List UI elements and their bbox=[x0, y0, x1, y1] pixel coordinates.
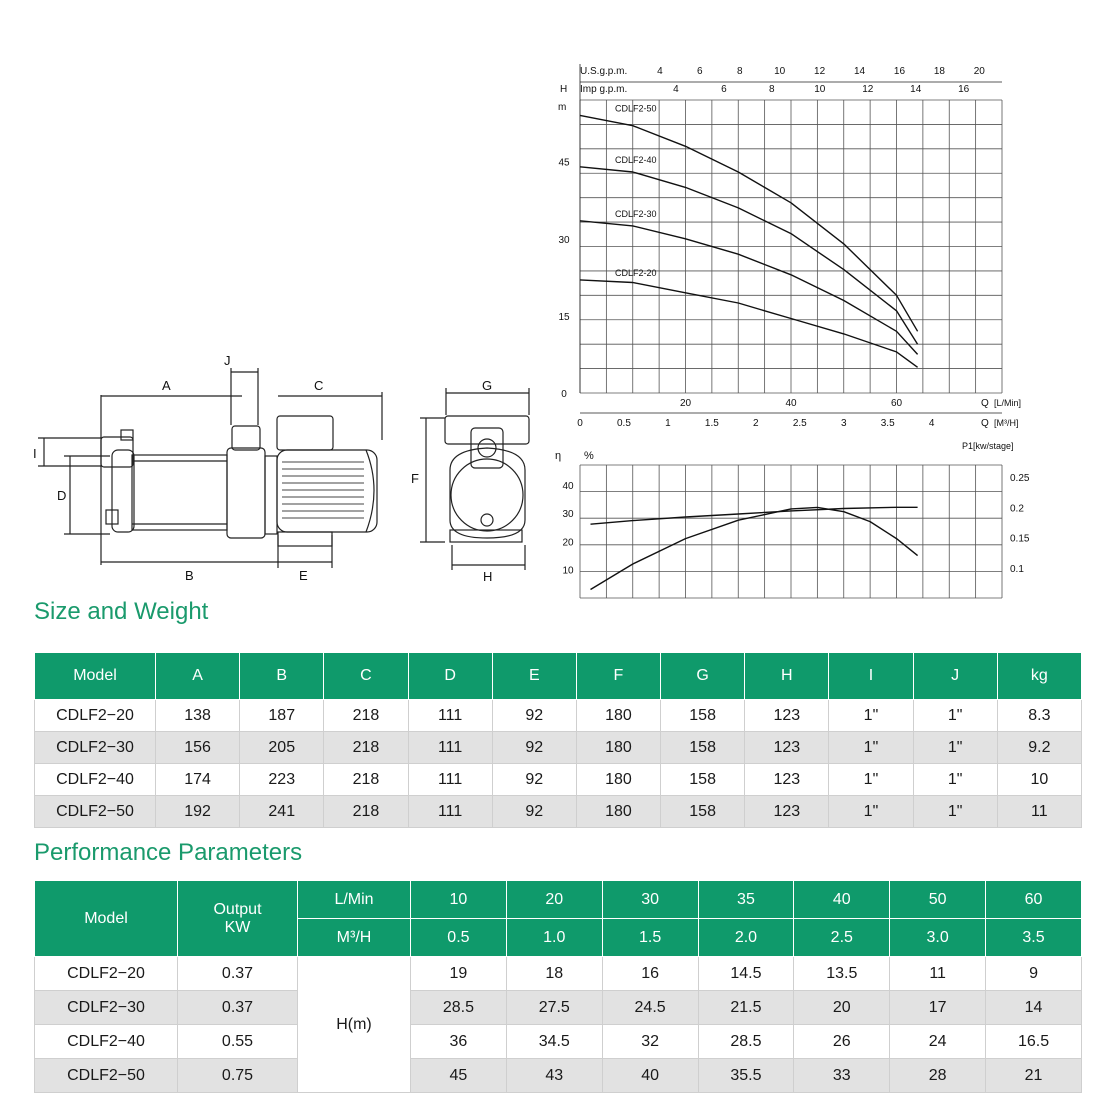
size-cell: 111 bbox=[408, 732, 492, 764]
table-row bbox=[35, 1059, 1082, 1093]
power-y-tick: 0.2 bbox=[1010, 503, 1024, 515]
size-cell: 1" bbox=[913, 764, 997, 796]
perf-kw-cell: 0.37 bbox=[178, 957, 298, 991]
perf-head-value-cell: 34.5 bbox=[506, 1025, 602, 1059]
size-cell: 123 bbox=[745, 796, 829, 828]
head-x-m3h-tick: 2 bbox=[753, 418, 759, 429]
size-cell: 218 bbox=[324, 764, 408, 796]
perf-head-value-cell: 14 bbox=[986, 991, 1082, 1025]
x-lmin-label: Q bbox=[981, 398, 989, 409]
dim-label-i: I bbox=[33, 446, 37, 461]
perf-header-lmin-value: 10 bbox=[411, 881, 507, 919]
eta-y-tick: 30 bbox=[562, 509, 574, 521]
x-m3h-unit: [M³/H] bbox=[994, 418, 1019, 428]
size-header-cell: Model bbox=[35, 653, 156, 700]
size-cell: 92 bbox=[492, 700, 576, 732]
size-cell: 92 bbox=[492, 764, 576, 796]
perf-head-value-cell: 19 bbox=[411, 957, 507, 991]
perf-model-cell: CDLF2−40 bbox=[35, 1025, 178, 1059]
perf-head-value-cell: 14.5 bbox=[698, 957, 794, 991]
perf-header-lmin-value: 60 bbox=[986, 881, 1082, 919]
pump-front-drawing bbox=[20, 340, 400, 590]
x-lmin-unit: [L/Min] bbox=[994, 398, 1022, 408]
efficiency-power-chart bbox=[550, 435, 1050, 610]
impgpm-tick: 10 bbox=[814, 84, 826, 95]
perf-head-value-cell: 24.5 bbox=[602, 991, 698, 1025]
perf-header-output-line2: KW bbox=[224, 918, 251, 936]
perf-header-lmin-value: 50 bbox=[890, 881, 986, 919]
usgpm-tick: 14 bbox=[853, 66, 866, 77]
head-curve-label: CDLF2-30 bbox=[615, 208, 657, 219]
perf-header-m3h-value: 1.0 bbox=[506, 919, 602, 957]
size-weight-title: Size and Weight bbox=[34, 598, 209, 625]
head-curve-label: CDLF2-50 bbox=[615, 103, 657, 114]
perf-head-value-cell: 33 bbox=[794, 1059, 890, 1093]
perf-header-m3h: M³/H bbox=[298, 919, 411, 957]
perf-header-m3h-value: 1.5 bbox=[602, 919, 698, 957]
impgpm-tick: 8 bbox=[769, 84, 775, 95]
head-curve bbox=[580, 167, 918, 344]
perf-head-value-cell: 28 bbox=[890, 1059, 986, 1093]
size-cell: 92 bbox=[492, 796, 576, 828]
size-cell: CDLF2−30 bbox=[35, 732, 156, 764]
perf-head-value-cell: 36 bbox=[411, 1025, 507, 1059]
usgpm-tick: 6 bbox=[697, 66, 703, 77]
size-cell: 138 bbox=[156, 700, 240, 732]
perf-head-value-cell: 13.5 bbox=[794, 957, 890, 991]
perf-header-lmin-value: 30 bbox=[602, 881, 698, 919]
perf-kw-cell: 0.55 bbox=[178, 1025, 298, 1059]
perf-header-lmin-value: 40 bbox=[794, 881, 890, 919]
perf-head-value-cell: 18 bbox=[506, 957, 602, 991]
dim-label-f: F bbox=[411, 471, 419, 486]
eta-y-tick: 10 bbox=[562, 565, 574, 577]
perf-header-m3h-value: 3.0 bbox=[890, 919, 986, 957]
dim-label-h: H bbox=[483, 569, 493, 584]
perf-head-value-cell: 26 bbox=[794, 1025, 890, 1059]
usgpm-tick: 10 bbox=[774, 66, 786, 77]
table-row bbox=[35, 957, 1082, 991]
head-curve-chart bbox=[550, 60, 1050, 435]
size-header-cell: A bbox=[156, 653, 240, 700]
dim-label-b: B bbox=[185, 568, 194, 583]
usgpm-label: U.S.g.p.m. bbox=[580, 66, 628, 77]
eta-axis-unit: % bbox=[584, 450, 594, 462]
table-row bbox=[35, 764, 1082, 796]
head-curve bbox=[580, 280, 918, 367]
dim-label-c: C bbox=[314, 378, 324, 393]
head-y-tick: 0 bbox=[561, 389, 567, 400]
perf-kw-cell: 0.75 bbox=[178, 1059, 298, 1093]
perf-header-m3h-value: 0.5 bbox=[411, 919, 507, 957]
eff-grid bbox=[580, 465, 1002, 598]
size-cell: 1" bbox=[913, 796, 997, 828]
power-axis-label: P1[kw/stage] bbox=[962, 441, 1014, 451]
impgpm-tick: 6 bbox=[721, 84, 727, 95]
size-cell: 1" bbox=[829, 700, 913, 732]
head-x-m3h-tick: 0.5 bbox=[617, 418, 631, 429]
dim-label-d: D bbox=[57, 488, 67, 503]
head-grid bbox=[580, 64, 1002, 413]
head-x-lmin-tick: 40 bbox=[785, 398, 797, 409]
eta-axis-label: η bbox=[555, 450, 562, 462]
size-cell: 218 bbox=[324, 700, 408, 732]
size-cell: 111 bbox=[408, 764, 492, 796]
perf-head-value-cell: 21.5 bbox=[698, 991, 794, 1025]
size-cell: 205 bbox=[240, 732, 324, 764]
head-x-m3h-tick: 4 bbox=[928, 418, 935, 429]
table-row bbox=[35, 991, 1082, 1025]
size-cell: 8.3 bbox=[997, 700, 1081, 732]
head-x-m3h-tick: 3.5 bbox=[880, 418, 895, 429]
perf-header-m3h-value: 2.0 bbox=[698, 919, 794, 957]
performance-table bbox=[34, 880, 1082, 1093]
head-x-m3h-tick: 1.5 bbox=[704, 418, 719, 429]
size-cell: 111 bbox=[408, 700, 492, 732]
perf-head-value-cell: 35.5 bbox=[698, 1059, 794, 1093]
eta-y-tick: 40 bbox=[562, 480, 574, 492]
usgpm-tick: 8 bbox=[736, 66, 743, 77]
perf-head-label-cell: H(m) bbox=[298, 957, 411, 1093]
size-weight-table bbox=[34, 652, 1082, 828]
size-header-cell: D bbox=[408, 653, 492, 700]
performance-title: Performance Parameters bbox=[34, 839, 303, 866]
size-cell: 180 bbox=[576, 796, 660, 828]
head-x-m3h-tick: 3 bbox=[840, 418, 847, 429]
impgpm-tick: 14 bbox=[910, 84, 922, 95]
perf-model-cell: CDLF2−20 bbox=[35, 957, 178, 991]
size-cell: 111 bbox=[408, 796, 492, 828]
perf-head-value-cell: 24 bbox=[890, 1025, 986, 1059]
head-x-m3h-tick: 2.5 bbox=[792, 418, 807, 429]
size-cell: CDLF2−50 bbox=[35, 796, 156, 828]
dim-label-j: J bbox=[224, 353, 231, 368]
usgpm-tick: 4 bbox=[657, 66, 663, 77]
size-cell: 158 bbox=[661, 764, 745, 796]
size-header-cell: C bbox=[324, 653, 408, 700]
perf-head-value-cell: 21 bbox=[986, 1059, 1082, 1093]
dim-label-a: A bbox=[162, 378, 171, 393]
size-cell: 1" bbox=[829, 732, 913, 764]
perf-head-value-cell: 45 bbox=[411, 1059, 507, 1093]
head-x-lmin-tick: 20 bbox=[679, 398, 692, 409]
eta-y-tick: 20 bbox=[562, 537, 574, 549]
size-header-cell: H bbox=[745, 653, 829, 700]
table-row bbox=[35, 700, 1082, 732]
pump-side-drawing bbox=[405, 370, 545, 590]
perf-model-cell: CDLF2−30 bbox=[35, 991, 178, 1025]
size-cell: 158 bbox=[661, 796, 745, 828]
usgpm-tick: 20 bbox=[973, 66, 985, 77]
size-cell: 10 bbox=[997, 764, 1081, 796]
perf-header-lmin-value: 20 bbox=[506, 881, 602, 919]
perf-head-value-cell: 11 bbox=[890, 957, 986, 991]
head-x-m3h-tick: 1 bbox=[665, 418, 671, 429]
size-cell: 174 bbox=[156, 764, 240, 796]
perf-header-lmin-value: 35 bbox=[698, 881, 794, 919]
usgpm-tick: 18 bbox=[933, 66, 945, 77]
size-cell: CDLF2−40 bbox=[35, 764, 156, 796]
perf-head-value-cell: 40 bbox=[602, 1059, 698, 1093]
size-header-cell: E bbox=[492, 653, 576, 700]
perf-header-m3h-value: 2.5 bbox=[794, 919, 890, 957]
perf-header-output bbox=[178, 881, 298, 957]
perf-head-value-cell: 28.5 bbox=[698, 1025, 794, 1059]
perf-kw-cell: 0.37 bbox=[178, 991, 298, 1025]
size-cell: 223 bbox=[240, 764, 324, 796]
perf-header-model: Model bbox=[35, 881, 178, 957]
size-cell: 123 bbox=[745, 700, 829, 732]
dim-label-e: E bbox=[299, 568, 308, 583]
size-cell: 158 bbox=[661, 700, 745, 732]
power-y-tick: 0.1 bbox=[1010, 563, 1024, 575]
size-header-cell: G bbox=[661, 653, 745, 700]
size-cell: 11 bbox=[997, 796, 1081, 828]
size-cell: 187 bbox=[240, 700, 324, 732]
head-curve bbox=[580, 115, 918, 331]
perf-head-value-cell: 17 bbox=[890, 991, 986, 1025]
size-cell: 218 bbox=[324, 732, 408, 764]
size-cell: 241 bbox=[240, 796, 324, 828]
impgpm-tick: 16 bbox=[958, 84, 970, 95]
perf-head-value-cell: 9 bbox=[986, 957, 1082, 991]
size-cell: 92 bbox=[492, 732, 576, 764]
size-cell: 158 bbox=[661, 732, 745, 764]
size-cell: 218 bbox=[324, 796, 408, 828]
head-curve-label: CDLF2-40 bbox=[615, 154, 657, 165]
size-cell: 1" bbox=[829, 764, 913, 796]
head-y-tick: 45 bbox=[558, 157, 570, 169]
size-header-cell: F bbox=[576, 653, 660, 700]
size-cell: 1" bbox=[913, 732, 997, 764]
perf-header-lmin: L/Min bbox=[298, 881, 411, 919]
size-cell: 9.2 bbox=[997, 732, 1081, 764]
table-row bbox=[35, 796, 1082, 828]
head-y-tick: 15 bbox=[558, 311, 570, 323]
size-cell: 180 bbox=[576, 764, 660, 796]
perf-head-value-cell: 16 bbox=[602, 957, 698, 991]
dim-label-g: G bbox=[482, 378, 493, 393]
head-curve-label: CDLF2-20 bbox=[615, 267, 657, 278]
size-header-cell: kg bbox=[997, 653, 1081, 700]
x-m3h-label: Q bbox=[981, 418, 989, 429]
perf-head-value-cell: 20 bbox=[794, 991, 890, 1025]
size-cell: 156 bbox=[156, 732, 240, 764]
impgpm-tick: 4 bbox=[673, 84, 679, 95]
perf-head-value-cell: 28.5 bbox=[411, 991, 507, 1025]
impgpm-label: Imp g.p.m. bbox=[580, 84, 628, 95]
table-row bbox=[35, 1025, 1082, 1059]
perf-header-m3h-value: 3.5 bbox=[986, 919, 1082, 957]
size-cell: 180 bbox=[576, 732, 660, 764]
size-cell: 192 bbox=[156, 796, 240, 828]
perf-head-value-cell: 43 bbox=[506, 1059, 602, 1093]
size-cell: 123 bbox=[745, 732, 829, 764]
table-row bbox=[35, 732, 1082, 764]
head-axis-unit: m bbox=[558, 102, 567, 113]
perf-head-value-cell: 32 bbox=[602, 1025, 698, 1059]
head-y-tick: 30 bbox=[558, 234, 570, 246]
perf-head-value-cell: 16.5 bbox=[986, 1025, 1082, 1059]
power-y-tick: 0.15 bbox=[1010, 533, 1030, 545]
power-y-tick: 0.25 bbox=[1010, 473, 1030, 485]
usgpm-tick: 16 bbox=[893, 66, 906, 77]
size-cell: 1" bbox=[913, 700, 997, 732]
head-x-lmin-tick: 60 bbox=[890, 398, 903, 409]
usgpm-tick: 12 bbox=[814, 66, 826, 77]
size-cell: 1" bbox=[829, 796, 913, 828]
size-cell: 180 bbox=[576, 700, 660, 732]
perf-model-cell: CDLF2−50 bbox=[35, 1059, 178, 1093]
head-axis-unit-top: H bbox=[560, 84, 568, 95]
size-header-cell: J bbox=[913, 653, 997, 700]
size-cell: 123 bbox=[745, 764, 829, 796]
size-header-cell: I bbox=[829, 653, 913, 700]
perf-header-output-line1: Output bbox=[213, 900, 262, 918]
size-cell: CDLF2−20 bbox=[35, 700, 156, 732]
size-header-cell: B bbox=[240, 653, 324, 700]
perf-head-value-cell: 27.5 bbox=[506, 991, 602, 1025]
impgpm-tick: 12 bbox=[862, 84, 874, 95]
head-x-m3h-tick: 0 bbox=[577, 418, 583, 429]
